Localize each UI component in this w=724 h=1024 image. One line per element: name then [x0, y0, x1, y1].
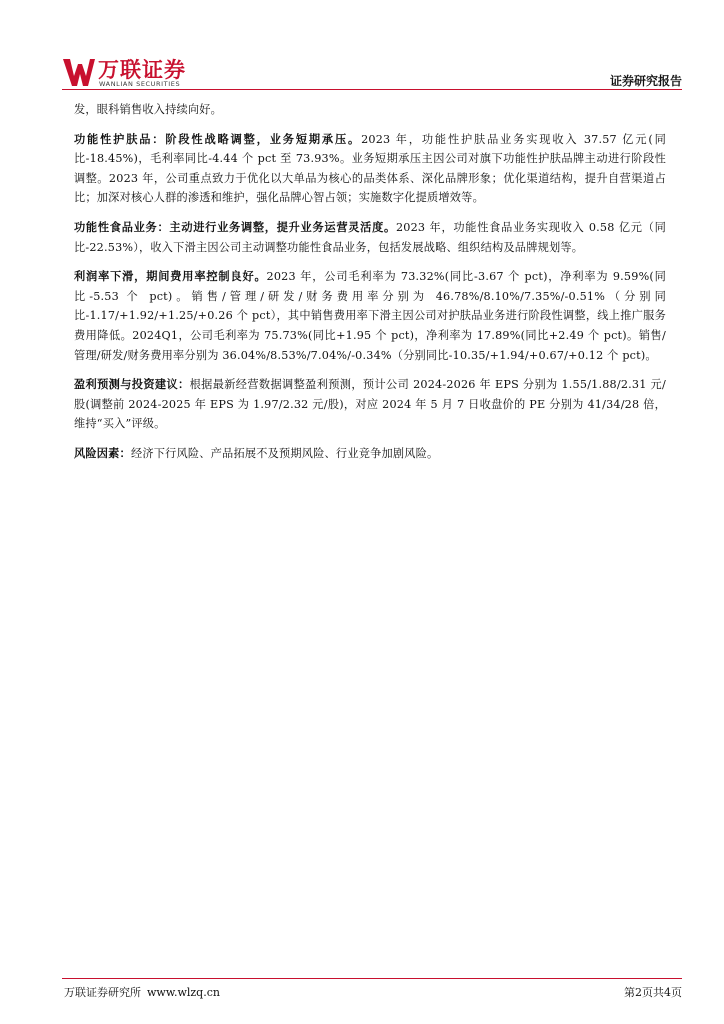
paragraph-body: 2023 年，功能性护肤品业务实现收入 37.57 亿元(同比-18.45%)，毛利率同比-4.44 个 pct 至 73.93%。业务短期承压主因公司对旗下功能性护肤品牌主动进行阶段性调整。2023 年，公司重点致力于优化以大单品为核心的品类体系、深化品牌形象；优化渠道结构，提升自营渠道占比；加深对核心人群的渗透和维护，强化品牌心智占领；实施数字化提质增效等。 — [74, 132, 666, 205]
company-logo — [62, 52, 212, 90]
paragraph-lead: 利润率下滑，期间费用率控制良好。 — [74, 270, 267, 284]
paragraph-continuation — [74, 100, 666, 120]
page-header — [0, 0, 724, 92]
logo-chinese-name: 万联证券 — [98, 58, 186, 82]
paragraph-lead: 功能性食品业务：主动进行业务调整，提升业务运营灵活度。 — [74, 220, 396, 234]
paragraph-body: 发，眼科销售收入持续向好。 — [74, 103, 223, 116]
report-body — [74, 100, 666, 474]
footer-divider — [62, 978, 682, 979]
paragraph-food — [74, 218, 666, 257]
paragraph-body: 2023 年，公司毛利率为 73.32%(同比-3.67 个 pct)，净利率为 9.59%(同比-5.53 个 pct)。销售/管理/研发/财务费用率分别为 46.78%/8.10%/7.35%/-0.51%（分别同比-1.17/+1.92/+1.25/+0.26 个 pct），其中销售费用率下滑主因公司对护肤品业务进行阶段性调整，线上推广服务费用降低。2024Q1，公司毛利率为 75.73%(同比+1.95 个 pct)，净利率为 17.89%(同比+2.49 个 pct)。销售/管理/研发/财务费用率分别为 36.04%/8.53%/7.04%/-0.34%（分别同比-10.35/+1.94/+0.67/+0.12 个 pct)。 — [74, 270, 666, 362]
paragraph-forecast — [74, 375, 666, 434]
footer-source — [64, 984, 220, 1000]
footer-website-link[interactable]: www.wlzq.cn — [147, 986, 220, 999]
paragraph-profitability — [74, 267, 666, 365]
footer-institute: 万联证券研究所 — [64, 986, 141, 999]
paragraph-lead: 风险因素： — [74, 446, 131, 460]
report-type-label: 证券研究报告 — [609, 74, 682, 88]
paragraph-body: 根据最新经营数据调整盈利预测，预计公司 2024-2026 年 EPS 分别为 1.55/1.88/2.31 元/股(调整前 2024-2025 年 EPS 为 1.97/2.32 元/股)，对应 2024 年 5 月 7 日收盘价的 PE 分别为 41/34/28 倍，维持“买入”评级。 — [74, 378, 666, 431]
paragraph-body: 2023 年，功能性食品业务实现收入 0.58 亿元（同比-22.53%），收入下滑主因公司主动调整功能性食品业务，包括发展战略、组织结构及品牌规划等。 — [74, 220, 667, 254]
paragraph-skincare — [74, 130, 666, 208]
page-number: 第2页共4页 — [624, 986, 682, 999]
wanlian-logo-icon — [62, 56, 96, 88]
header-divider — [62, 89, 682, 90]
paragraph-lead: 功能性护肤品：阶段性战略调整，业务短期承压。 — [74, 132, 362, 146]
paragraph-body: 经济下行风险、产品拓展不及预期风险、行业竞争加剧风险。 — [130, 446, 439, 460]
logo-english-name: WANLIAN SECURITIES — [99, 80, 181, 88]
paragraph-lead: 盈利预测与投资建议： — [74, 378, 190, 392]
paragraph-risks — [74, 444, 666, 464]
